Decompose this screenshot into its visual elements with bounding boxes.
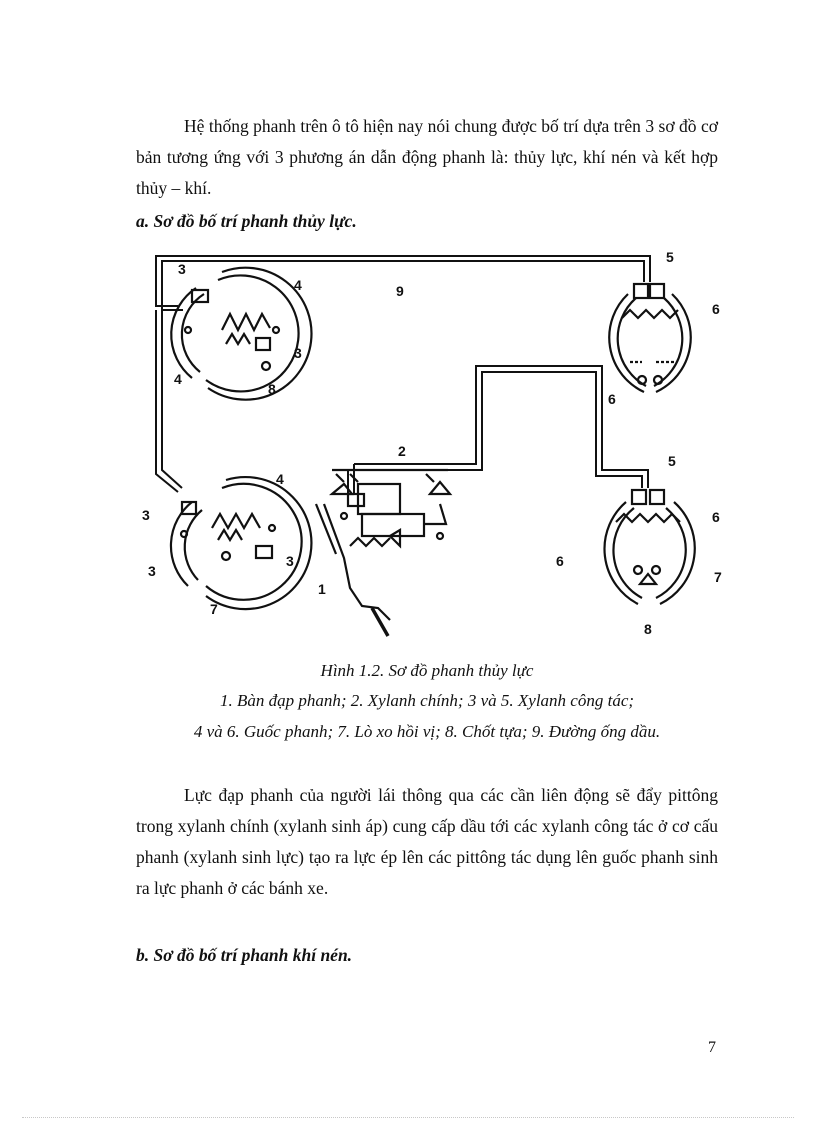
figure-caption-title: Hình 1.2. Sơ đồ phanh thủy lực xyxy=(320,661,534,680)
label-4: 4 xyxy=(294,277,302,293)
label-1: 1 xyxy=(318,581,326,597)
label-2: 2 xyxy=(398,443,406,459)
figure-legend-line-2: 4 và 6. Guốc phanh; 7. Lò xo hồi vị; 8. Chốt tựa; 9. Đường ống dầu. xyxy=(193,722,661,741)
label-4: 4 xyxy=(174,371,182,387)
label-5: 5 xyxy=(666,249,674,265)
label-9: 9 xyxy=(396,283,404,299)
label-6: 6 xyxy=(556,553,564,569)
label-6: 6 xyxy=(712,301,720,317)
wheel-bottom-right xyxy=(605,490,695,604)
label-8: 8 xyxy=(644,621,652,637)
label-3: 3 xyxy=(286,553,294,569)
section-b-heading: b. Sơ đồ bố trí phanh khí nén. xyxy=(136,945,353,965)
label-8: 8 xyxy=(268,381,276,397)
label-6: 6 xyxy=(608,391,616,407)
label-7: 7 xyxy=(210,601,218,617)
label-6: 6 xyxy=(712,509,720,525)
section-a-heading: a. Sơ đồ bố trí phanh thủy lực. xyxy=(136,211,357,231)
label-3: 3 xyxy=(142,507,150,523)
hydraulic-brake-diagram xyxy=(126,248,726,646)
footer-divider xyxy=(22,1117,794,1118)
wheel-top-left xyxy=(171,268,311,400)
label-3: 3 xyxy=(148,563,156,579)
label-7: 7 xyxy=(714,569,722,585)
wheel-top-right xyxy=(609,284,691,392)
page-number: 7 xyxy=(708,1039,716,1056)
brake-line-left xyxy=(156,310,182,492)
master-cylinder-and-pedal xyxy=(316,470,450,636)
label-4: 4 xyxy=(276,471,284,487)
label-3: 3 xyxy=(294,345,302,361)
label-5: 5 xyxy=(668,453,676,469)
label-3: 3 xyxy=(178,261,186,277)
wheel-bottom-left xyxy=(171,477,311,609)
figure-legend-line-1: 1. Bàn đạp phanh; 2. Xylanh chính; 3 và 5. Xylanh công tác; xyxy=(219,691,635,710)
body-paragraph: Lực đạp phanh của người lái thông qua các cần liên động sẽ đẩy pittông trong xylanh chính (xylanh sinh áp) cung cấp dầu tới các xylanh công tác ở cơ cấu phanh (xylanh sinh lực) tạo ra lực ép lên các pittông tác dụng lên guốc phanh sinh ra lực phanh ở các bánh xe. xyxy=(136,785,718,898)
intro-paragraph: Hệ thống phanh trên ô tô hiện nay nói chung được bố trí dựa trên 3 sơ đồ cơ bản tương ứng với 3 phương án dẫn động phanh là: thủy lực, khí nén và kết hợp thủy – khí. xyxy=(136,116,718,198)
